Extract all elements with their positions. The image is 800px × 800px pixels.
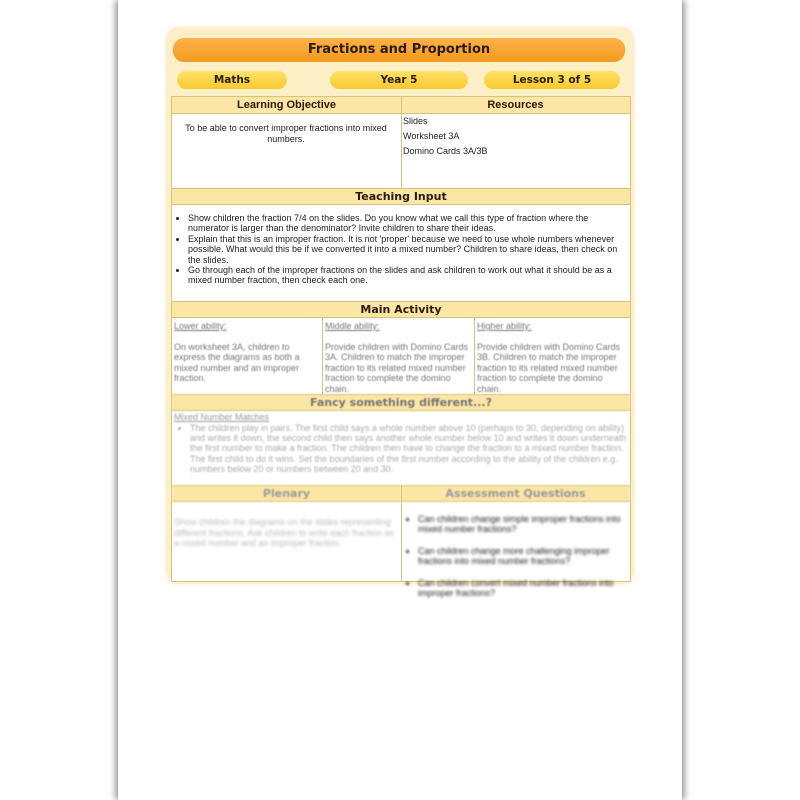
subject-badge: Maths	[177, 71, 287, 89]
higher-ability-column	[477, 321, 628, 394]
higher-ability-text: Provide children with Domino Cards 3B. Children to match the improper fraction to its related mixed number fraction to complete the domino chain.	[477, 341, 621, 394]
middle-ability-label: Middle ability:	[325, 321, 380, 331]
fancy-heading: Fancy something different...?	[172, 394, 630, 411]
lesson-title: Fractions and Proportion	[173, 38, 625, 62]
main-activity-heading: Main Activity	[172, 301, 630, 318]
assessment-heading: Assessment Questions	[401, 485, 630, 502]
fancy-text: • The children play in pairs. The first child says a whole number above 10 (perhaps to 30, depending on ability) and writes it down, the second child then says another whole number below 10 and writes it down underneath the first number to make a fraction. The children then have to change the fraction to a mixed number fraction. The first child to do it wins. Set the boundaries of the first number according to the ability of the children e.g. numbers below 20 or numbers between 20 and 30.	[190, 423, 628, 475]
fancy-section	[174, 412, 628, 475]
assessment-question: • Can children change more challenging improper fractions into mixed number fractions?	[418, 546, 628, 567]
resource-item: Slides	[403, 116, 428, 126]
middle-ability-column	[325, 321, 472, 394]
assessment-question: • Can children change simple improper fractions into mixed number fractions?	[418, 514, 628, 535]
assessment-list	[402, 514, 628, 609]
higher-ability-label: Higher ability:	[477, 321, 532, 331]
fancy-label: Mixed Number Matches	[174, 412, 270, 422]
resources-list	[403, 114, 627, 159]
middle-ability-text: Provide children with Domino Cards 3A. Children to match the improper fraction to its related mixed number fraction to complete the domino chain.	[325, 341, 469, 394]
plenary-heading: Plenary	[172, 485, 401, 502]
assessment-question: • Can children convert mixed number fractions into improper fractions?	[418, 578, 628, 599]
lower-ability-column	[174, 321, 320, 384]
plenary-text: Show children the diagrams on the slides representing different fractions. Ask children to write each fraction as a mixed number and an improper fraction.	[174, 517, 394, 548]
learning-objective-text: To be able to convert improper fractions into mixed numbers.	[185, 123, 387, 144]
teaching-input-item: • Show children the fraction 7/4 on the slides. Do you know what we call this type of fraction where the numerator is larger than the denominator? Invite children to share their ideas.	[188, 213, 627, 234]
resource-item: Worksheet 3A	[403, 131, 460, 141]
teaching-input-list	[172, 213, 627, 286]
page-fade	[118, 660, 682, 800]
lesson-plan-card	[167, 28, 633, 599]
resource-item: Domino Cards 3A/3B	[403, 146, 488, 156]
lesson-table	[171, 96, 631, 599]
lesson-badge: Lesson 3 of 5	[484, 71, 620, 89]
teaching-input-item: • Go through each of the improper fractions on the slides and ask children to work out what it should be as a mixed number fraction, then check each one.	[188, 265, 627, 286]
document-page	[118, 0, 682, 800]
lower-ability-label: Lower ability:	[174, 321, 227, 331]
resources-heading: Resources	[401, 97, 630, 114]
lower-ability-text: On worksheet 3A, children to express the diagrams as both a mixed number and an improper fraction.	[174, 341, 300, 383]
teaching-input-heading: Teaching Input	[172, 188, 630, 205]
teaching-input-item: • Explain that this is an improper fraction. It is not 'proper' because we need to use whole numbers whenever possible. What would this be if we converted it into a mixed number? Children to share ideas, then check on the slides.	[188, 234, 627, 265]
year-badge: Year 5	[330, 71, 468, 89]
learning-objective-heading: Learning Objective	[172, 97, 401, 114]
